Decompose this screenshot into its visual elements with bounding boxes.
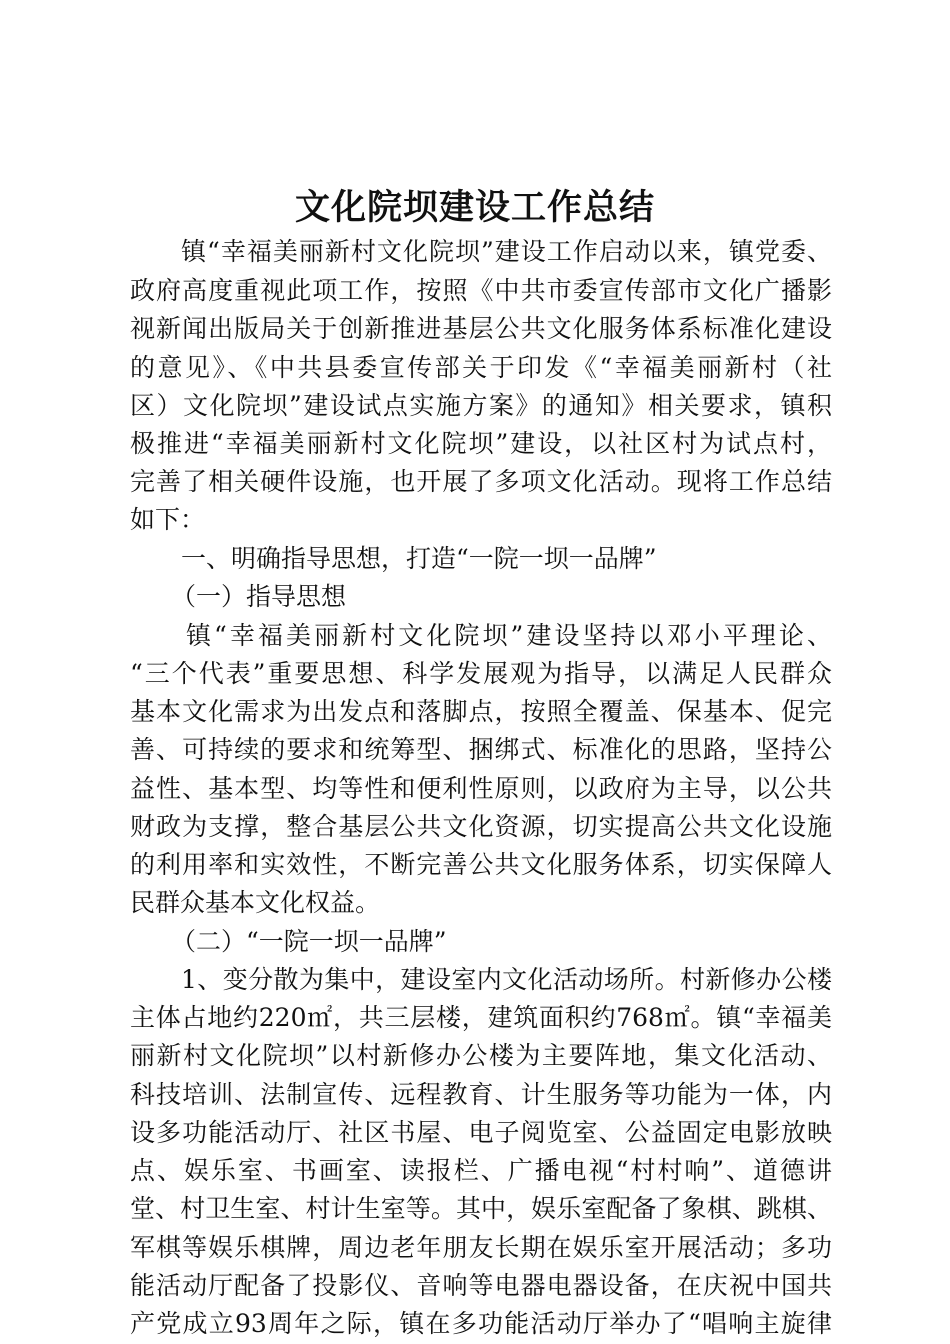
- subsection-heading: （一）指导思想: [171, 582, 347, 611]
- document-title: 文化院坝建设工作总结: [294, 187, 655, 228]
- paragraph-line: 益性、基本型、均等性和便利性原则，以政府为主导，以公共: [130, 774, 832, 803]
- paragraph-line: 基本文化需求为出发点和落脚点，按照全覆盖、保基本、促完: [130, 697, 832, 726]
- paragraph-line: 军棋等娱乐棋牌，周边老年朋友长期在娱乐室开展活动；多功: [130, 1233, 832, 1262]
- subsection-heading: （二）“一院一坝一品牌”: [171, 927, 447, 956]
- paragraph-line: 科技培训、法制宣传、远程教育、计生服务等功能为一体，内: [130, 1080, 832, 1109]
- paragraph-line: 镇“幸福美丽新村文化院坝”建设坚持以邓小平理论、: [186, 621, 832, 650]
- paragraph-line: 镇“幸福美丽新村文化院坝”建设工作启动以来，镇党委、: [181, 237, 832, 266]
- paragraph-line: 区）文化院坝”建设试点实施方案》的通知》相关要求，镇积: [130, 391, 832, 420]
- paragraph-line: 民群众基本文化权益。: [130, 888, 381, 917]
- paragraph-line: 善、可持续的要求和统筹型、捆绑式、标准化的思路，坚持公: [130, 735, 832, 764]
- paragraph-line: 完善了相关硬件设施，也开展了多项文化活动。现将工作总结: [130, 467, 832, 496]
- paragraph-line: 丽新村文化院坝”以村新修办公楼为主要阵地，集文化活动、: [130, 1041, 832, 1070]
- paragraph-line: 能活动厅配备了投影仪、音响等电器电器设备，在庆祝中国共: [130, 1271, 832, 1300]
- paragraph-line: 极推进“幸福美丽新村文化院坝”建设，以社区村为试点村，: [130, 429, 832, 458]
- paragraph-line: “三个代表”重要思想、科学发展观为指导，以满足人民群众: [130, 659, 832, 688]
- paragraph-line: 如下：: [130, 505, 206, 534]
- paragraph-line: 设多功能活动厅、社区书屋、电子阅览室、公益固定电影放映: [130, 1118, 832, 1147]
- paragraph-line: 点、娱乐室、书画室、读报栏、广播电视“村村响”、道德讲: [130, 1156, 832, 1185]
- paragraph-line: 的意见》、《中共县委宣传部关于印发《“幸福美丽新村（社: [130, 353, 832, 382]
- paragraph-line: 主体占地约220㎡，共三层楼，建筑面积约768㎡。镇“幸福美: [130, 1003, 832, 1032]
- section-heading: 一、明确指导思想，打造“一院一坝一品牌”: [181, 544, 657, 573]
- paragraph-line: 1、变分散为集中，建设室内文化活动场所。村新修办公楼: [181, 965, 832, 994]
- paragraph-line: 堂、村卫生室、村计生室等。其中，娱乐室配备了象棋、跳棋、: [130, 1194, 832, 1223]
- paragraph-line: 视新闻出版局关于创新推进基层公共文化服务体系标准化建设: [130, 314, 832, 343]
- paragraph-line: 产党成立93周年之际，镇在多功能活动厅举办了“唱响主旋律: [130, 1309, 832, 1338]
- paragraph-line: 的利用率和实效性，不断完善公共文化服务体系，切实保障人: [130, 850, 832, 879]
- paragraph-line: 财政为支撑，整合基层公共文化资源，切实提高公共文化设施: [130, 812, 832, 841]
- paragraph-line: 政府高度重视此项工作，按照《中共市委宣传部市文化广播影: [130, 276, 832, 305]
